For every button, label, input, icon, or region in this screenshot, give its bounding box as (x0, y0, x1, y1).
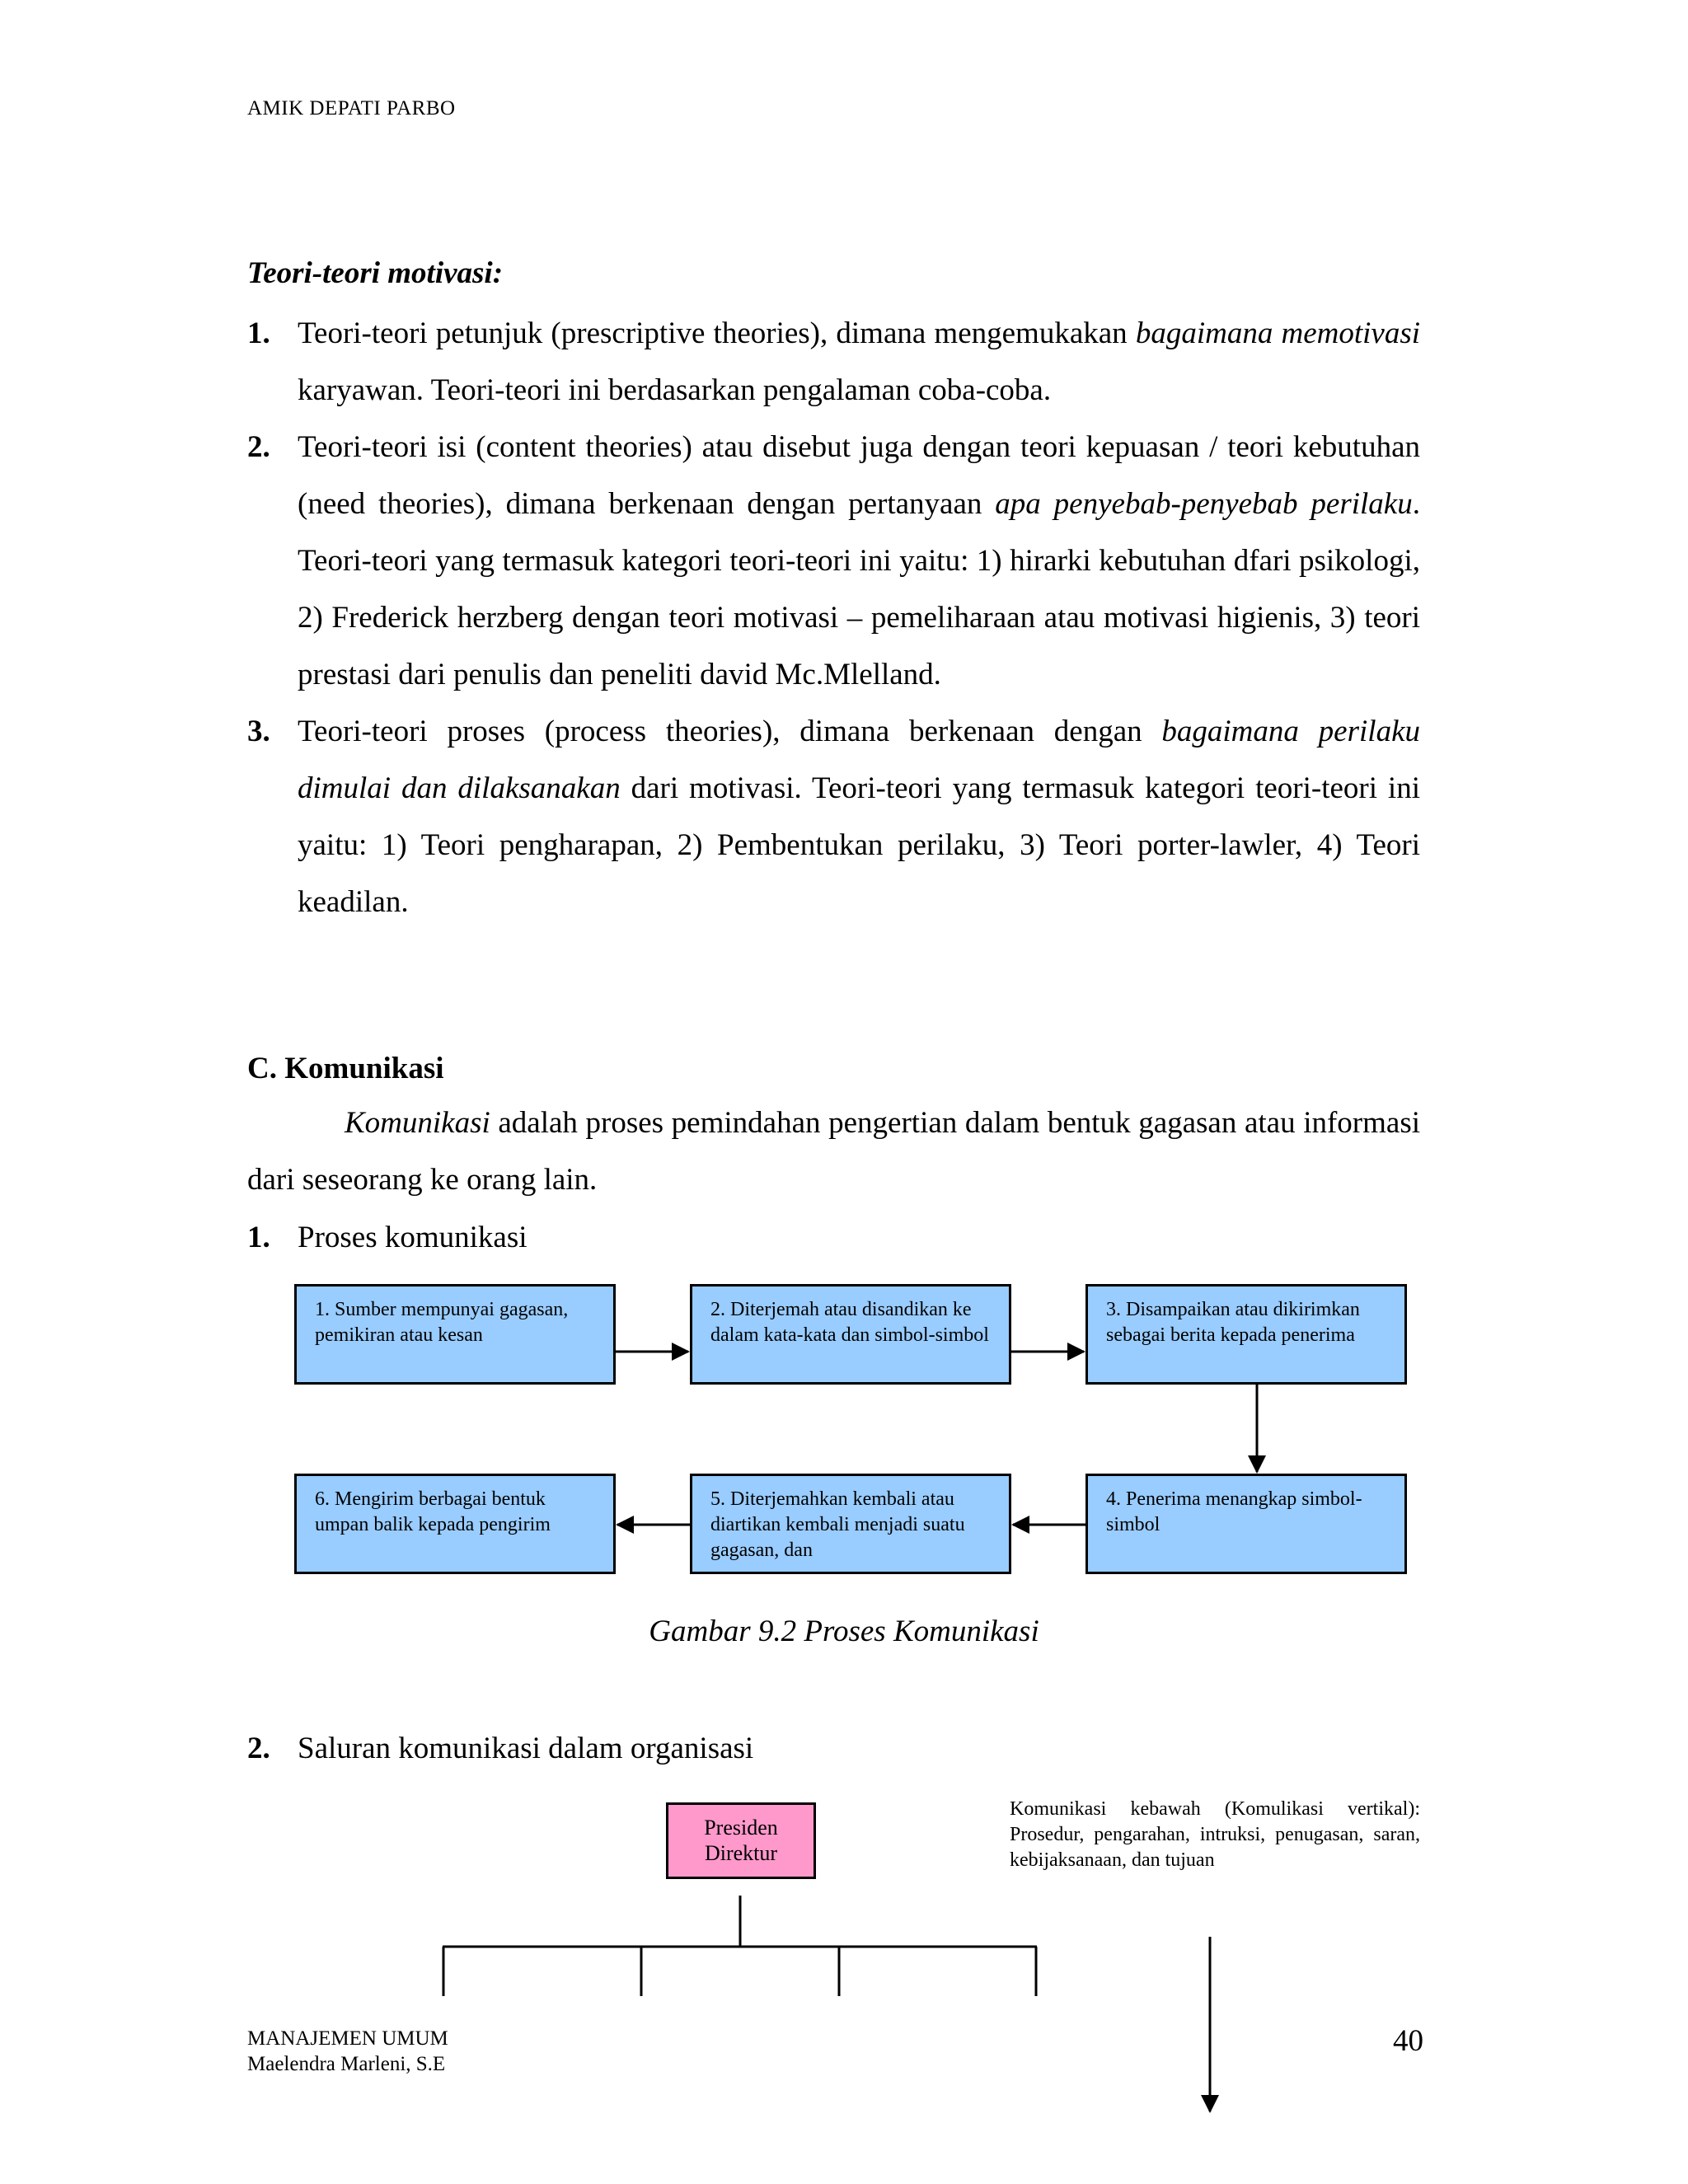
footer-author: Maelendra Marleni, S.E (247, 2053, 446, 2075)
item-emphasis: apa penyebab-penyebab perilaku (995, 487, 1413, 521)
item-emphasis: bagaimana memotivasi (1135, 316, 1420, 350)
section-heading-komunikasi: C. Komunikasi (247, 1052, 444, 1085)
process-box-6: 6. Mengirim berbagai bentuk umpan balik kepada pengirim (294, 1474, 616, 1574)
process-box-3: 3. Disampaikan atau dikirimkan sebagai berita kepada penerima (1085, 1284, 1407, 1385)
footer-block (247, 2026, 448, 2077)
item-text: Teori-teori petunjuk (prescriptive theories), dimana mengemukakan (298, 316, 1136, 350)
sub-title: Proses komunikasi (298, 1221, 528, 1254)
process-box-2: 2. Diterjemah atau disandikan ke dalam kata-kata dan simbol-simbol (690, 1284, 1011, 1385)
downward-communication-note: Komunikasi kebawah (Komulikasi vertikal): Prosedur, pengarahan, intruksi, penugasan, saran, kebijaksanaan, dan tujuan (1010, 1798, 1420, 1871)
org-box-presiden-direktur: Presiden Direktur (666, 1802, 816, 1879)
process-box-5: 5. Diterjemahkan kembali atau diartikan kembali menjadi suatu gagasan, dan (690, 1474, 1011, 1574)
intro-emphasis: Komunikasi (345, 1106, 490, 1140)
process-box-4: 4. Penerima menangkap simbol-simbol (1085, 1474, 1407, 1574)
sub-number: 2. (247, 1732, 270, 1765)
list-number: 2. (247, 430, 270, 464)
sub-number: 1. (247, 1221, 270, 1254)
item-text: Teori-teori isi (content theories) atau disebut juga dengan teori kepuasan / teori kebutuhan (need theories), dimana berkenaan dengan pertanyaan (298, 430, 1420, 521)
figure-caption: Gambar 9.2 Proses Komunikasi (649, 1615, 1039, 1648)
running-header: AMIK DEPATI PARBO (247, 97, 456, 120)
list-number: 1. (247, 316, 270, 350)
list-number: 3. (247, 715, 270, 748)
sub-title: Saluran komunikasi dalam organisasi (298, 1732, 754, 1765)
item-text: . Teori-teori yang termasuk kategori teori-teori ini yaitu: 1) hirarki kebutuhan dfari psikologi, 2) Frederick herzberg dengan teori motivasi – pemeliharaan atau motivasi higienis, 3) teori prestasi dari penulis dan peneliti david Mc.Mlelland. (298, 487, 1420, 691)
item-text: dari motivasi. Teori-teori yang termasuk kategori teori-teori ini yaitu: 1) Teori pengharapan, 2) Pembentukan perilaku, 3) Teori porter-lawler, 4) Teori keadilan. (298, 771, 1420, 919)
footer-title: MANAJEMEN UMUM (247, 2027, 448, 2050)
item-text: karyawan. Teori-teori ini berdasarkan pengalaman coba-coba. (298, 373, 1052, 407)
motivation-heading: Teori-teori motivasi: (247, 256, 504, 290)
process-box-1: 1. Sumber mempunyai gagasan, pemikiran atau kesan (294, 1284, 616, 1385)
item-text: Teori-teori proses (process theories), dimana berkenaan dengan (298, 715, 1162, 748)
page-number: 40 (1393, 2024, 1423, 2058)
intro-text: adalah proses pemindahan pengertian dalam bentuk gagasan atau informasi dari seseorang ke orang lain. (247, 1106, 1420, 1197)
item-emphasis: bagaimana perilaku dimulai dan dilaksanakan (298, 715, 1420, 805)
